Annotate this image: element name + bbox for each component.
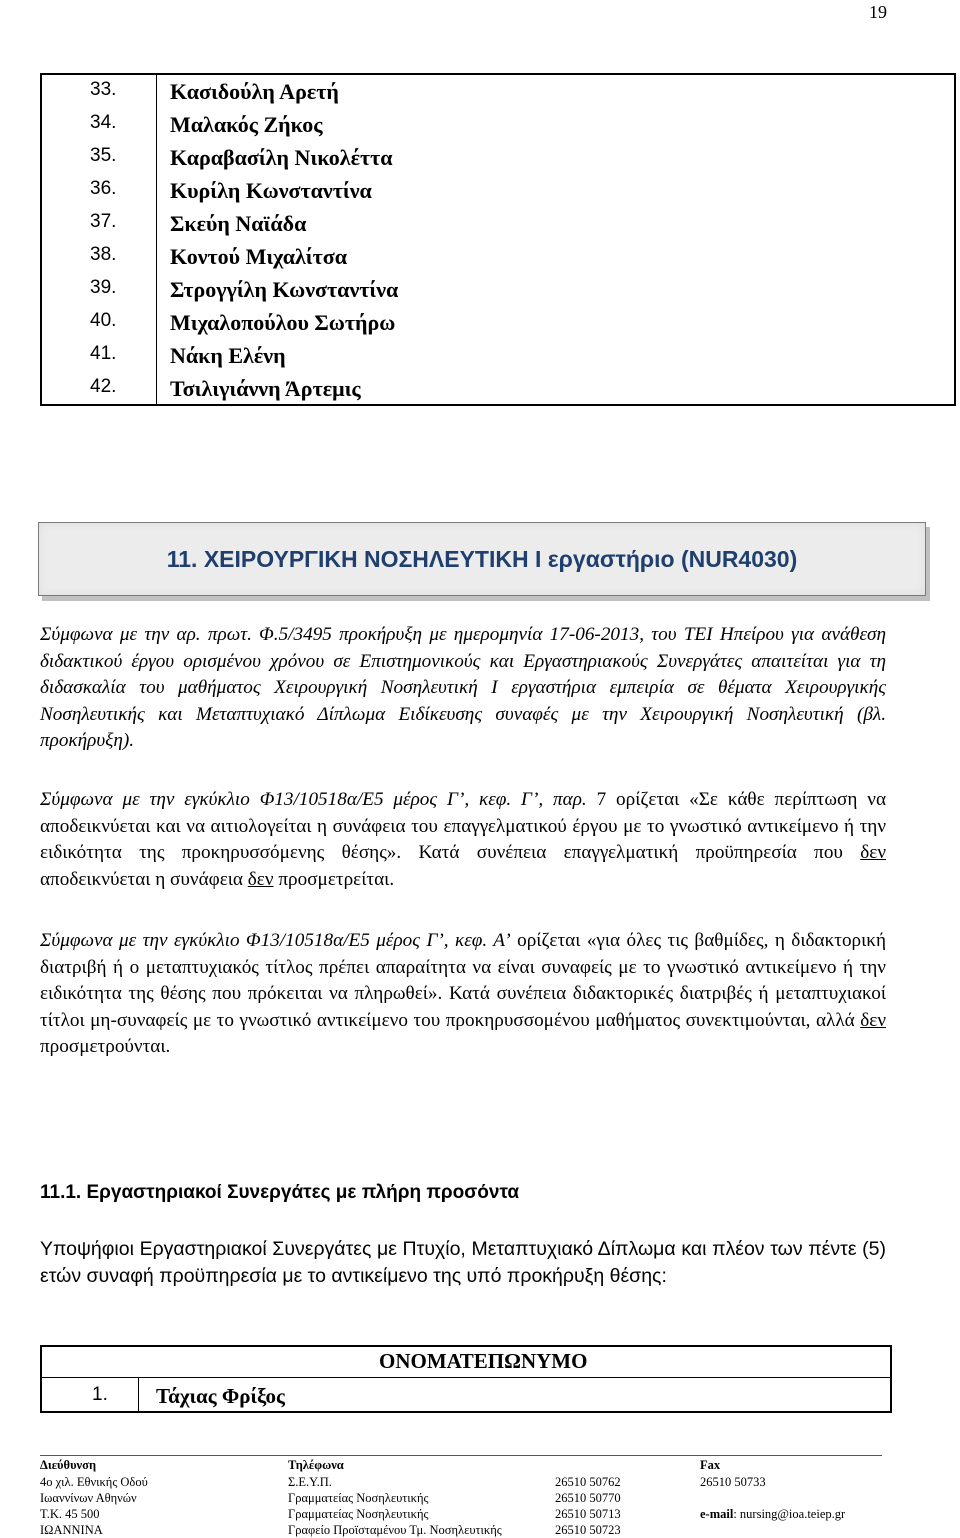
row-name: Τσιλιγιάννη Άρτεμις	[170, 376, 361, 401]
row-number: 42.	[90, 376, 117, 397]
footer-phone: 26510 50770	[555, 1491, 621, 1505]
footer-email-label: e-mail	[700, 1507, 734, 1521]
footer-fax: 26510 50733	[700, 1475, 766, 1489]
circular-reference: Σύμφωνα με την εγκύκλιο Φ13/10518α/Ε5 μέρος Γ’, κεφ. Α’	[40, 930, 511, 951]
row-name: Κοντού Μιχαλίτσα	[170, 244, 347, 269]
paragraph-text: προσμετρείται.	[273, 868, 395, 890]
row-name: Μαλακός Ζήκος	[170, 112, 323, 137]
table-column-divider	[138, 1377, 139, 1411]
table-row	[42, 108, 954, 141]
footer-phone: 26510 50723	[555, 1523, 621, 1537]
row-number: 38.	[90, 244, 117, 265]
footer-address-line: Τ.Κ. 45 500	[40, 1507, 100, 1521]
footer-address-line: ΙΩΑΝΝΙΝΑ	[40, 1523, 103, 1537]
footer-department: Γραφείο Προϊσταμένου Τμ. Νοσηλευτικής	[288, 1523, 502, 1537]
table-row	[42, 174, 954, 207]
underlined-word: δεν	[860, 842, 886, 863]
names-table	[40, 73, 956, 406]
row-number: 37.	[90, 211, 117, 232]
paragraph-candidates: Υποψήφιοι Εργαστηριακοί Συνεργάτες με Πτυχίο, Μεταπτυχιακό Δίπλωμα και πλέον των πέντε (5) ετών συναφή προϋπηρεσία με το αντικείμενο της υπό προκήρυξη θέσης:	[40, 1238, 886, 1287]
table-row	[42, 339, 954, 372]
row-number: 39.	[90, 277, 117, 298]
row-number: 36.	[90, 178, 117, 199]
footer-email-address: : nursing@ioa.teiep.gr	[733, 1507, 846, 1521]
footer-address-line: Ιωαννίνων Αθηνών	[40, 1491, 137, 1505]
table-row	[42, 372, 954, 405]
row-name: Νάκη Ελένη	[170, 343, 286, 368]
paragraph-announcement: Σύμφωνα με την αρ. πρωτ. Φ.5/3495 προκήρυξη με ημερομηνία 17-06-2013, του ΤΕΙ Ηπείρου για ανάθεση διδακτικού έργου ορισμένου χρόνου σε Επιστημονικούς και Εργαστηριακούς Συνεργάτες απαιτείται για τη διδασκαλία του μαθήματος Χειρουργική Νοσηλευτική Ι εργαστήρια εμπειρία σε θέματα Χειρουργικής Νοσηλευτικής και Μεταπτυχιακό Δίπλωμα Ειδίκευσης συναφές με την Χειρουργική Νοσηλευτική (βλ. προκήρυξη).	[40, 624, 886, 751]
table-row	[42, 306, 954, 339]
row-number: 40.	[90, 310, 117, 331]
footer-phones-label: Τηλέφωνα	[288, 1458, 344, 1472]
row-name: Σκεύη Ναϊάδα	[170, 211, 307, 236]
underlined-word: δεν	[247, 868, 274, 890]
paragraph-text: 7 ορίζεται «Σε κάθε περίπτωση να αποδεικνύεται και να αιτιολογείται η συνάφεια του επαγγελματικού έργου με το γνωστικό αντικείμενο ή την ειδικότητα της προκηρυσσόμενης θέσης». Κατά συνέπεια επαγγελματική προϋπηρεσία που	[40, 789, 886, 863]
footer-divider	[40, 1455, 882, 1456]
footer-address-label: Διεύθυνση	[40, 1458, 97, 1472]
row-name: Μιχαλοπούλου Σωτήρω	[170, 310, 396, 335]
row-name: Τάχιας Φρίξος	[156, 1384, 285, 1408]
paragraph-text: ορίζεται «για όλες τις βαθμίδες, η διδακτορική διατριβή ή ο μεταπτυχιακός τίτλος πρέπει απαραίτητα να είναι συναφείς με το γνωστικό αντικείμενο ή την ειδικότητα της θέσης που πρόκειται να πληρωθεί». Κατά συνέπεια διδακτορικές διατριβές ή μεταπτυχιακοί τίτλοι μη-συναφείς με το γνωστικό αντικείμενο του προκηρυσσομένου μαθήματος συνεκτιμούνται, αλλά	[40, 930, 886, 1031]
paragraph-text: προσμετρούνται.	[40, 1036, 171, 1057]
row-name: Κυρίλη Κωνσταντίνα	[170, 178, 372, 203]
paragraph-circular-1	[40, 787, 886, 893]
table-header: ΟΝΟΜΑΤΕΠΩΝΥΜΟ	[379, 1349, 588, 1373]
row-number: 34.	[90, 112, 117, 133]
table-row	[42, 75, 954, 108]
row-number: 41.	[90, 343, 117, 364]
paragraph-circular-2	[40, 928, 886, 1061]
section-heading-box	[38, 522, 926, 596]
row-name: Καραβασίλη Νικολέττα	[170, 145, 393, 170]
footer-phone: 26510 50762	[555, 1475, 621, 1489]
underlined-word: δεν	[860, 1009, 886, 1031]
paragraph-text: αποδεικνύεται η συνάφεια	[40, 868, 248, 890]
footer-email	[700, 1506, 845, 1522]
footer-phone: 26510 50713	[555, 1507, 621, 1521]
footer-department: Σ.Ε.Υ.Π.	[288, 1475, 332, 1489]
page-number: 19	[869, 2, 887, 22]
table-header-divider	[42, 1377, 890, 1378]
row-number: 1.	[92, 1384, 108, 1405]
footer-department: Γραμματείας Νοσηλευτικής	[288, 1491, 429, 1505]
section-heading: 11. ΧΕΙΡΟΥΡΓΙΚΗ ΝΟΣΗΛΕΥΤΙΚΗ Ι εργαστήριο (NUR4030)	[166, 545, 798, 572]
row-number: 35.	[90, 145, 117, 166]
candidates-table	[40, 1345, 892, 1413]
row-name: Κασιδούλη Αρετή	[170, 79, 339, 104]
row-number: 33.	[90, 79, 117, 100]
subsection-heading: 11.1. Εργαστηριακοί Συνεργάτες με πλήρη προσόντα	[40, 1182, 520, 1203]
table-row	[42, 141, 954, 174]
table-row	[42, 273, 954, 306]
table-row	[42, 207, 954, 240]
table-row	[42, 240, 954, 273]
footer-department: Γραμματείας Νοσηλευτικής	[288, 1507, 429, 1521]
circular-reference: Σύμφωνα με την εγκύκλιο Φ13/10518α/Ε5 μέρος Γ’, κεφ. Γ’, παρ.	[40, 789, 587, 810]
row-name: Στρογγίλη Κωνσταντίνα	[170, 277, 399, 302]
footer-address-line: 4ο χιλ. Εθνικής Οδού	[40, 1475, 148, 1489]
footer-fax-label: Fax	[700, 1458, 721, 1472]
